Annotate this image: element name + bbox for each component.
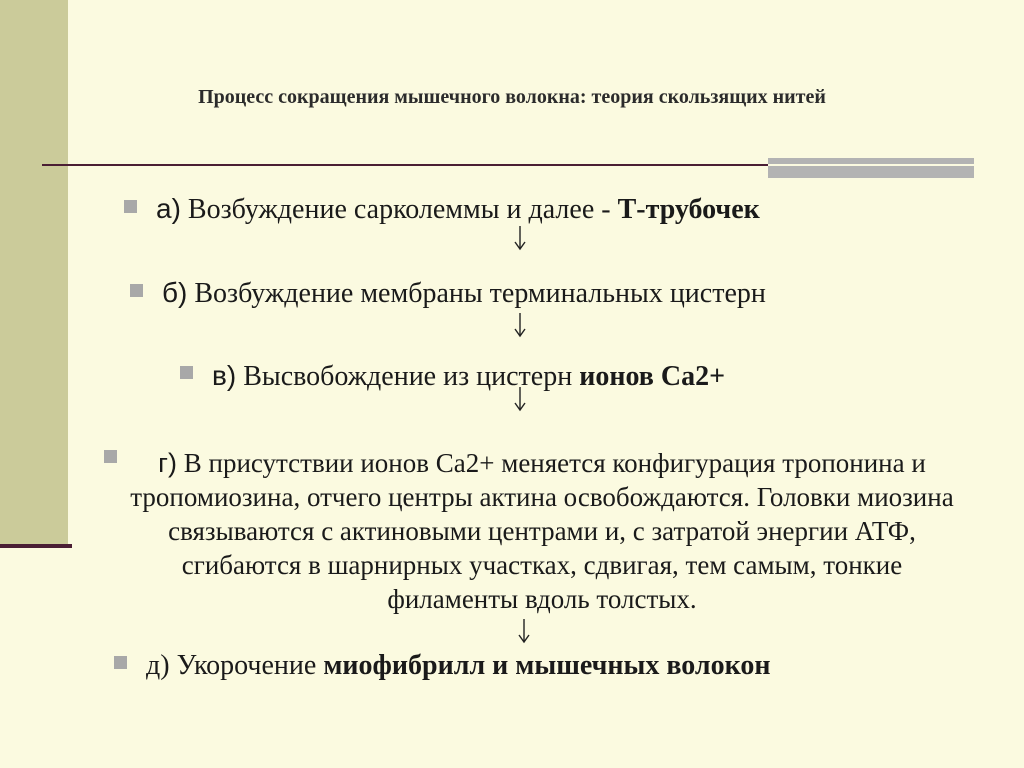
step-letter: д) (146, 650, 170, 681)
down-arrow-icon (512, 225, 528, 251)
step-letter: б) (162, 277, 188, 308)
square-bullet-icon (180, 366, 193, 379)
step-bold: ионов Са2+ (579, 361, 726, 392)
square-bullet-icon (114, 656, 127, 669)
step-e (146, 650, 771, 682)
step-letter: в) (212, 360, 237, 391)
down-arrow-icon (516, 618, 532, 644)
step-letter: г) (158, 448, 178, 478)
step-continuation: тропонина и тропомиозина, отчего центры актина освобождаются. Головки миозина связываются с актиновыми центрами и, с затратой энергии АТФ, сгибаются в шарнирных участках, сдвигая, тем самым, тонкие филаменты вдоль толстых. (130, 448, 954, 614)
square-bullet-icon (130, 284, 143, 297)
step-bold: Т-трубочек (617, 194, 760, 225)
step-text: В присутствии ионов Са2+ меняется конфигурация (177, 448, 776, 478)
step-a (156, 193, 760, 226)
step-letter: а) (156, 193, 181, 224)
step-bold: миофибрилл и мышечных волокон (323, 650, 771, 681)
title-rule-accent (768, 158, 974, 178)
step-text: Возбуждение сарколеммы и далее - (180, 194, 618, 225)
step-text: Укорочение (169, 650, 324, 681)
step-c (212, 360, 725, 393)
step-b (162, 277, 766, 310)
slide-title: Процесс сокращения мышечного волокна: теория скользящих нитей (198, 86, 826, 108)
side-accent-line (0, 544, 72, 548)
side-band (0, 0, 68, 548)
step-text: Возбуждение мембраны терминальных цистерн (187, 278, 766, 309)
square-bullet-icon (124, 200, 137, 213)
step-d (122, 446, 962, 616)
down-arrow-icon (512, 386, 528, 412)
down-arrow-icon (512, 312, 528, 338)
step-text: Высвобождение из цистерн (236, 361, 580, 392)
square-bullet-icon (104, 450, 117, 463)
